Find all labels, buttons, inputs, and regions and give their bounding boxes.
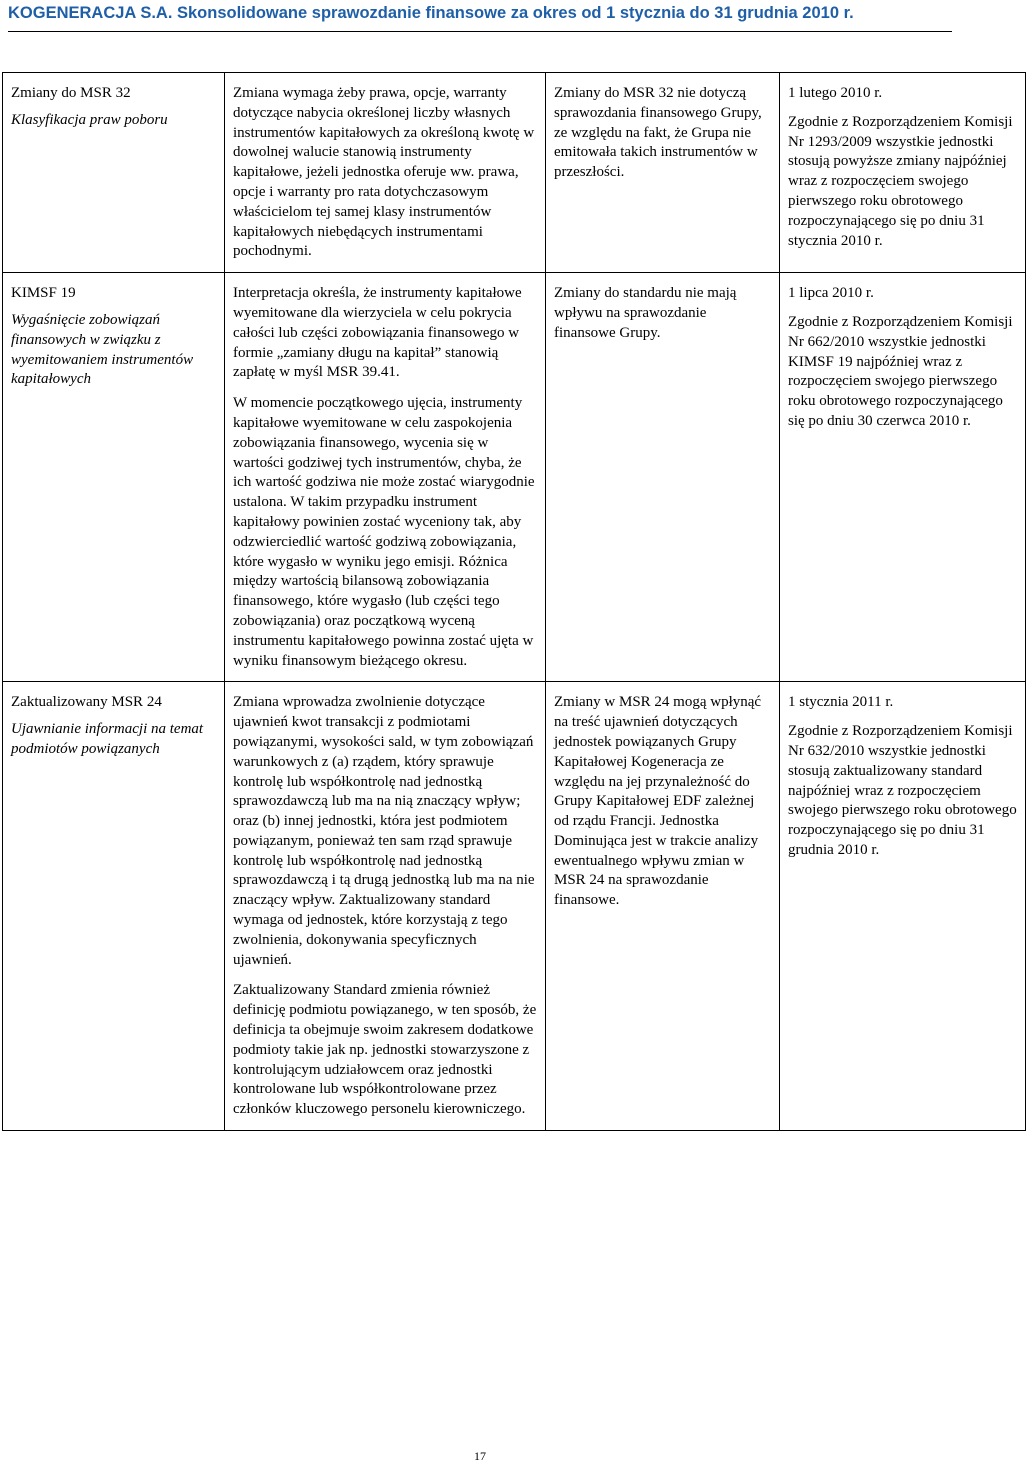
standard-name: Zmiany do MSR 32 (11, 85, 131, 101)
impact-text: Zmiany w MSR 24 mogą wpłynąć na treść ujawnień dotyczących jednostek powiązanych Grupy Kapitałowej Kogeneracja ze względu na jej przynależność do Grupy Kapitałowej EDF zależnej od rządu Francji. Jednostka Dominująca jest w trakcie analizy ewentualnego wpływu zmian w MSR 24 na sprawozdanie finansowe. (554, 694, 762, 909)
effective-cell (780, 73, 1026, 273)
table-row (3, 273, 1026, 682)
impact-text: Zmiany do standardu nie mają wpływu na sprawozdanie finansowe Grupy. (554, 285, 737, 341)
standards-table (2, 72, 1026, 1131)
header-title: KOGENERACJA S.A. Skonsolidowane sprawozdanie finansowe za okres od 1 stycznia do 31 grudnia 2010 r. (8, 4, 854, 22)
standard-cell (3, 682, 225, 1131)
description-cell (225, 273, 546, 682)
effective-note: Zgodnie z Rozporządzeniem Komisji Nr 662/2010 wszystkie jednostki KIMSF 19 najpóźniej wraz z rozpoczęciem swojego pierwszego roku obrotowego rozpoczynającego się po dniu 30 czerwca 2010 r. (788, 313, 1013, 429)
document-header (8, 4, 952, 32)
impact-cell (546, 73, 780, 273)
page-number: 17 (474, 1449, 486, 1463)
standard-name: Zaktualizowany MSR 24 (11, 694, 162, 711)
description-paragraph: Zmiana wprowadza zwolnienie dotyczące ujawnień kwot transakcji z podmiotami powiązanymi, wysokości sald, w tym zobowiązań warunkowych z (a) rządem, który sprawuje kontrolę lub współkontrolę nad jednostką sprawozdawczą lub ma na nią znaczący wpływ; oraz (b) innej jednostki, która jest podmiotem powiązanym, ponieważ ten sam rząd sprawuje kontrolę lub współkontrolę nad jednostką sprawozdawczą i tą drugą jednostką lub ma na nie znaczący wpływ. Zaktualizowany standard wymaga od jednostek, które korzystają z tego zwolnienia, dokonywania specyficznych ujawnień. (233, 694, 535, 968)
effective-date: 1 lipca 2010 r. (788, 285, 874, 302)
standard-name: KIMSF 19 (11, 285, 76, 302)
table-row (3, 73, 1026, 273)
impact-cell (546, 273, 780, 682)
standard-cell (3, 73, 225, 273)
effective-cell (780, 273, 1026, 682)
description-paragraph: W momencie początkowego ujęcia, instrumenty kapitałowe wyemitowane w celu zaspokojenia zobowiązania finansowego, wycenia się w wartości godziwej tych instrumentów, chyba, że ich wartość godziwa nie może zostać wiarygodnie ustalona. W takim przypadku instrument kapitałowy powinien zostać wyceniony tak, aby odzwierciedlić wartość godziwą zobowiązania, które wygasło w wyniku jego emisji. Różnica między wartością bilansową zobowiązania finansowego, które wygasło (lub części tego zobowiązania) oraz początkową wyceną instrumentu kapitałowego powinna zostać ujęta w wyniku finansowym bieżącego okresu. (233, 395, 535, 669)
effective-note: Zgodnie z Rozporządzeniem Komisji Nr 632/2010 wszystkie jednostki stosują zaktualizowany standard najpóźniej wraz z rozpoczęciem swojego pierwszego roku obrotowego rozpoczynającego się po dniu 31 grudnia 2010 r. (788, 723, 1017, 858)
description-cell (225, 682, 546, 1131)
standard-subtitle: Wygaśnięcie zobowiązań finansowych w związku z wyemitowaniem instrumentów kapitałowych (11, 311, 194, 388)
effective-date: 1 lutego 2010 r. (788, 85, 883, 101)
description-paragraph: Interpretacja określa, że instrumenty kapitałowe wyemitowane dla wierzyciela w celu pokrycia całości lub części zobowiązania finansowego w formie „zamiany długu na kapitał” stanowią zapłatę w myśl MSR 39.41. (233, 285, 522, 381)
effective-date: 1 stycznia 2011 r. (788, 694, 894, 711)
effective-cell (780, 682, 1026, 1131)
effective-note: Zgodnie z Rozporządzeniem Komisji Nr 1293/2009 wszystkie jednostki stosują powyższe zmiany najpóźniej wraz z rozpoczęciem swojego pierwszego roku obrotowego rozpoczynającego się po dniu 31 stycznia 2010 r. (788, 113, 1013, 249)
standard-subtitle: Ujawnianie informacji na temat podmiotów powiązanych (11, 721, 204, 757)
impact-cell (546, 682, 780, 1131)
description-paragraph: Zaktualizowany Standard zmienia również definicję podmiotu powiązanego, w ten sposób, że definicja ta obejmuje swoim zakresem dodatkowe podmioty takie jak np. jednostki stowarzyszone z kontrolującym udziałowcem oraz jednostki kontrolowane lub współkontrolowane przez członków kluczowego personelu kierowniczego. (233, 982, 537, 1118)
standard-cell (3, 273, 225, 682)
impact-text: Zmiany do MSR 32 nie dotyczą sprawozdania finansowego Grupy, ze względu na fakt, że Grupa nie emitowała takich instrumentów w przeszłości. (554, 85, 762, 181)
description-cell (225, 73, 546, 273)
table-row (3, 682, 1026, 1131)
standard-subtitle: Klasyfikacja praw poboru (11, 111, 168, 128)
description-paragraph: Zmiana wymaga żeby prawa, opcje, warranty dotyczące nabycia określonej liczby własnych instrumentów kapitałowych za określoną kwotę w dowolnej walucie stanowią instrumenty kapitałowe, jeżeli jednostka oferuje ww. prawa, opcje i warranty pro rata dotychczasowym właścicielom tej samej klasy instrumentów kapitałowych niebędących instrumentami pochodnymi. (233, 85, 535, 260)
